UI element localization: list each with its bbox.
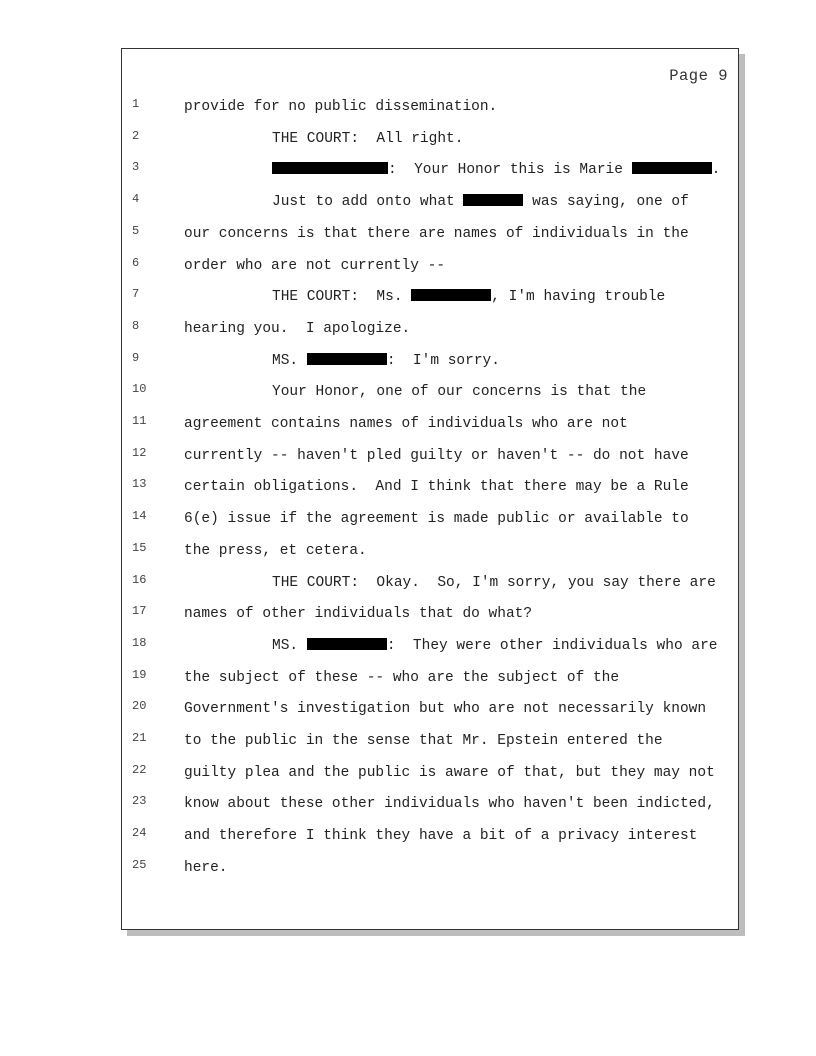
line-number: 10 — [132, 382, 147, 397]
line-text — [184, 131, 463, 147]
line-number: 1 — [132, 97, 140, 111]
line-text — [184, 606, 532, 622]
line-number: 11 — [132, 414, 147, 428]
redaction-bar — [632, 162, 712, 174]
line-number: 19 — [132, 667, 147, 682]
text-segment: provide for no public dissemination. — [184, 99, 498, 115]
line-number: 8 — [132, 318, 140, 333]
text-segment: agreement contains names of individuals who are not — [184, 416, 628, 432]
text-segment: : Your Honor this is Marie — [388, 162, 632, 179]
line-text — [184, 226, 689, 242]
line-text — [184, 194, 689, 210]
line-number: 6 — [132, 255, 140, 270]
text-segment: THE COURT: Ms. — [272, 289, 412, 306]
text-segment: Government's investigation but who are not necessarily known — [184, 701, 707, 718]
text-segment: . — [711, 162, 721, 179]
text-segment: names of other individuals that do what? — [184, 606, 533, 623]
line-number: 17 — [132, 604, 147, 619]
text-segment: know about these other individuals who haven't been indicted, — [184, 796, 715, 813]
text-segment: order who are not currently -- — [184, 257, 446, 274]
line-text — [184, 384, 646, 400]
line-text — [184, 701, 706, 717]
line-number: 23 — [132, 794, 147, 809]
line-number: 15 — [132, 540, 147, 555]
line-text — [184, 448, 689, 464]
redaction-bar — [411, 289, 491, 301]
line-number: 2 — [132, 128, 140, 143]
line-number: 22 — [132, 762, 147, 777]
text-segment: MS. — [272, 352, 307, 369]
text-segment: THE COURT: Okay. So, I'm sorry, you say there are — [272, 574, 716, 591]
text-segment: here. — [184, 859, 228, 876]
text-segment: : They were other individuals who are — [386, 637, 718, 654]
text-segment: was saying, one of — [523, 194, 689, 211]
line-number: 18 — [132, 635, 147, 650]
line-number: 3 — [132, 160, 140, 175]
redaction-bar — [307, 638, 387, 650]
text-segment: Your Honor, one of our concerns is that the — [272, 384, 647, 401]
line-text — [184, 479, 689, 495]
text-segment: the subject of these -- who are the subject of the — [184, 669, 620, 686]
line-text — [184, 321, 410, 337]
text-segment: the press, et cetera. — [184, 542, 367, 559]
line-text — [184, 828, 697, 844]
page-number: Page 9 — [669, 67, 728, 85]
line-number: 14 — [132, 509, 147, 524]
line-text — [184, 543, 367, 559]
line-text — [184, 353, 500, 369]
line-text — [184, 733, 663, 749]
line-text — [184, 860, 228, 876]
line-text — [184, 511, 689, 527]
line-text — [184, 796, 715, 812]
line-number: 5 — [132, 223, 140, 238]
text-segment: 6(e) issue if the agreement is made public or available to — [184, 511, 689, 528]
line-number: 20 — [132, 699, 147, 714]
line-text — [184, 670, 619, 686]
line-number: 12 — [132, 445, 147, 460]
line-number: 13 — [132, 477, 147, 492]
line-text — [184, 258, 445, 274]
text-segment: to the public in the sense that Mr. Epstein entered the — [184, 733, 663, 749]
text-segment: : I'm sorry. — [386, 352, 500, 369]
text-segment: guilty plea and the public is aware of that, but they may not — [184, 764, 715, 781]
text-segment: , I'm having trouble — [491, 289, 666, 306]
text-segment: our concerns is that there are names of individuals in the — [184, 225, 689, 242]
text-segment: certain obligations. And I think that there may be a Rule — [184, 479, 689, 496]
transcript-page — [121, 48, 739, 930]
line-text — [184, 765, 715, 781]
line-text — [184, 162, 720, 178]
text-segment: and therefore I think they have a bit of a privacy interest — [184, 828, 698, 845]
text-segment: hearing you. I apologize. — [184, 320, 411, 337]
line-text — [184, 289, 665, 305]
redaction-bar — [463, 194, 523, 206]
line-number: 24 — [132, 826, 147, 841]
line-number: 16 — [132, 572, 147, 587]
line-text — [184, 575, 716, 591]
text-segment: Just to add onto what — [272, 194, 464, 211]
redaction-bar — [272, 162, 388, 174]
line-number: 7 — [132, 287, 140, 302]
line-number: 4 — [132, 192, 140, 207]
text-segment: THE COURT: All right. — [272, 130, 464, 147]
line-text — [184, 99, 497, 115]
line-number: 21 — [132, 731, 147, 745]
line-text — [184, 638, 717, 654]
line-text — [184, 416, 628, 432]
text-segment: currently -- haven't pled guilty or haven't -- do not have — [184, 447, 689, 464]
redaction-bar — [307, 353, 387, 365]
line-number: 9 — [132, 350, 140, 365]
line-number: 25 — [132, 857, 147, 872]
text-segment: MS. — [272, 637, 307, 654]
